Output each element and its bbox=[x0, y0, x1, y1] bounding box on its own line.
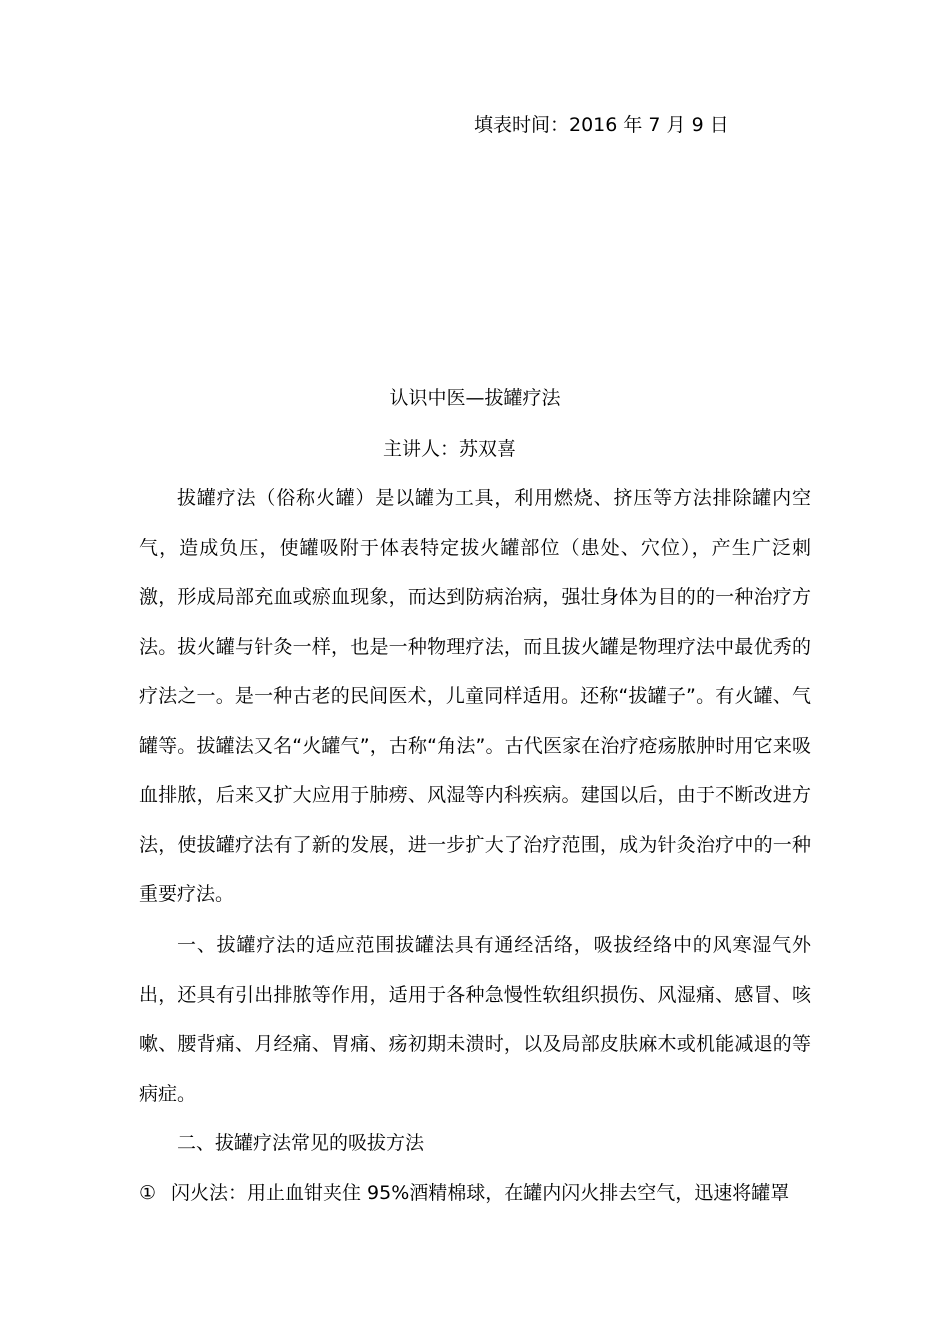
method-one-item bbox=[139, 1169, 829, 1219]
document-title: 认识中医—拔罐疗法 bbox=[389, 387, 561, 409]
list-marker: ① bbox=[139, 1182, 157, 1204]
intro-paragraph: 拔罐疗法（俗称火罐）是以罐为工具，利用燃烧、挤压等方法排除罐内空气，造成负压，使罐吸附于体表特定拔火罐部位（患处、穴位），产生广泛刺激，形成局部充血或瘀血现象，而达到防病治病，强壮身体为目的的一种治疗方法。拔火罐与针灸一样，也是一种物理疗法，而且拔火罐是物理疗法中最优秀的疗法之一。是一种古老的民间医术，儿童同样适用。还称“拔罐子”。有火罐、气罐等。拔罐法又名“火罐气”，古称“角法”。古代医家在治疗疮疡脓肿时用它来吸血排脓，后来又扩大应用于肺痨、风湿等内科疾病。建国以后，由于不断改进方法，使拔罐疗法有了新的发展，进一步扩大了治疗范围，成为针灸治疗中的一种重要疗法。 bbox=[139, 487, 811, 905]
section-one-paragraph: 一、拔罐疗法的适应范围拔罐法具有通经活络，吸拔经络中的风寒湿气外出，还具有引出排脓等作用，适用于各种急慢性软组织损伤、风湿痛、感冒、咳嗽、腰背痛、月经痛、胃痛、疡初期未溃时，以及局部皮肤麻木或机能减退的等病症。 bbox=[139, 934, 811, 1105]
speaker-line: 主讲人：苏双喜 bbox=[383, 438, 517, 460]
section-two-heading: 二、拔罐疗法常见的吸拔方法 bbox=[177, 1132, 425, 1154]
fill-date: 填表时间：2016 年 7 月 9 日 bbox=[474, 114, 729, 136]
method-one-text: 闪火法：用止血钳夹住 95%酒精棉球，在罐内闪火排去空气，迅速将罐罩 bbox=[171, 1182, 790, 1204]
